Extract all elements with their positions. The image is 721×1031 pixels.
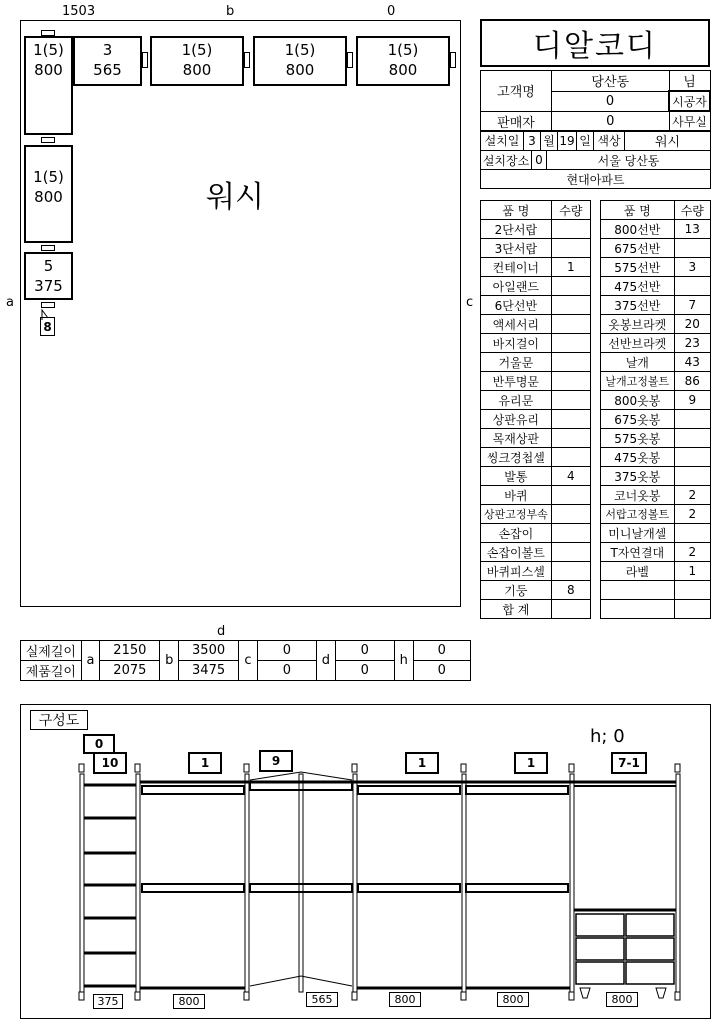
parts-row bbox=[481, 524, 591, 543]
unit-qty: 1(5) bbox=[181, 41, 213, 59]
plan-unit-800-b[interactable] bbox=[253, 36, 347, 86]
seller-value: 0 bbox=[552, 111, 670, 131]
part-name: 선반브라켓 bbox=[601, 334, 675, 353]
part-qty bbox=[551, 429, 590, 448]
parts-row bbox=[601, 600, 711, 619]
comp-tag-text: 1 bbox=[200, 756, 210, 770]
unit-width: 565 bbox=[93, 61, 122, 79]
comp-size-label bbox=[389, 992, 421, 1007]
dim-d-label: d bbox=[317, 641, 336, 681]
part-qty bbox=[674, 429, 710, 448]
part-qty bbox=[551, 600, 590, 619]
part-name: 합 계 bbox=[481, 600, 552, 619]
unit-qty: 1(5) bbox=[284, 41, 316, 59]
part-name: 바퀴피스셀 bbox=[481, 562, 552, 581]
parts-row bbox=[601, 315, 711, 334]
part-name: 서랍고정볼트 bbox=[601, 505, 675, 524]
product-a: 2075 bbox=[100, 661, 160, 681]
unit-width: 800 bbox=[285, 61, 315, 79]
side-label-a: a bbox=[6, 295, 14, 310]
part-name: 옷봉브라켓 bbox=[601, 315, 675, 334]
unit-qty: 1(5) bbox=[33, 168, 64, 186]
part-qty bbox=[551, 543, 590, 562]
parts-row bbox=[601, 467, 711, 486]
comp-tag-text: 1 bbox=[417, 756, 427, 770]
comp-tag-text: 10 bbox=[101, 756, 119, 770]
comp-size-text: 800 bbox=[502, 993, 524, 1006]
unit-qty: 5 bbox=[43, 257, 54, 275]
parts-row bbox=[481, 505, 591, 524]
comp-size-label bbox=[497, 992, 529, 1007]
parts-row bbox=[601, 220, 711, 239]
unit-tab bbox=[142, 52, 148, 68]
actual-d: 0 bbox=[335, 641, 394, 661]
part-name: 800선반 bbox=[601, 220, 675, 239]
parts-row bbox=[481, 296, 591, 315]
comp-size-label bbox=[93, 994, 123, 1009]
parts-table-left bbox=[480, 200, 591, 619]
part-name: 코너옷봉 bbox=[601, 486, 675, 505]
part-name: 675선반 bbox=[601, 239, 675, 258]
part-qty: 86 bbox=[674, 372, 710, 391]
part-qty: 43 bbox=[674, 353, 710, 372]
part-name: T자연결대 bbox=[601, 543, 675, 562]
comp-tag bbox=[259, 750, 293, 772]
part-name: 375선반 bbox=[601, 296, 675, 315]
part-name: 상판고정부속 bbox=[481, 505, 552, 524]
part-qty: 8 bbox=[551, 581, 590, 600]
parts-row bbox=[601, 391, 711, 410]
part-qty bbox=[551, 410, 590, 429]
unit-tab bbox=[244, 52, 250, 68]
comp-tag bbox=[405, 752, 439, 774]
parts-row bbox=[481, 258, 591, 277]
parts-row bbox=[481, 448, 591, 467]
part-name: 미니날개셀 bbox=[601, 524, 675, 543]
install-place-row bbox=[480, 150, 711, 189]
unit-tab bbox=[41, 30, 55, 36]
part-name: 바퀴 bbox=[481, 486, 552, 505]
dim-label-b: b bbox=[226, 4, 235, 19]
actual-b: 3500 bbox=[179, 641, 239, 661]
part-name: 6단선반 bbox=[481, 296, 552, 315]
part-qty bbox=[674, 581, 710, 600]
part-qty: 9 bbox=[674, 391, 710, 410]
part-name: 475옷봉 bbox=[601, 448, 675, 467]
plan-unit-565[interactable] bbox=[73, 36, 142, 86]
part-qty bbox=[674, 600, 710, 619]
part-qty bbox=[551, 353, 590, 372]
apartment-name: 현대아파트 bbox=[481, 170, 711, 189]
dim-h-label: h bbox=[394, 641, 413, 681]
part-qty bbox=[674, 448, 710, 467]
dim-a-label: a bbox=[81, 641, 100, 681]
color-value: 워시 bbox=[625, 131, 711, 151]
unit-qty: 1(5) bbox=[33, 41, 64, 59]
parts-row bbox=[481, 600, 591, 619]
parts-row bbox=[481, 277, 591, 296]
part-qty bbox=[551, 277, 590, 296]
unit-tab bbox=[450, 52, 456, 68]
install-day: 19 bbox=[558, 131, 577, 151]
part-name: 라벨 bbox=[601, 562, 675, 581]
parts-row bbox=[481, 391, 591, 410]
part-name: 손잡이 bbox=[481, 524, 552, 543]
parts-row bbox=[481, 220, 591, 239]
part-qty: 7 bbox=[674, 296, 710, 315]
unit-tab bbox=[41, 245, 55, 251]
product-length-label: 제품길이 bbox=[21, 661, 82, 681]
part-qty bbox=[674, 524, 710, 543]
part-qty bbox=[551, 505, 590, 524]
customer-name: 당산동 bbox=[552, 71, 670, 92]
part-qty: 1 bbox=[551, 258, 590, 277]
logo-text: 디알코디 bbox=[533, 29, 657, 64]
parts-row bbox=[601, 296, 711, 315]
side-label-d: d bbox=[217, 624, 226, 639]
height-text: h; 0 bbox=[590, 726, 625, 747]
comp-size-label bbox=[306, 992, 338, 1007]
plan-unit-corner[interactable] bbox=[24, 36, 73, 135]
parts-table-right bbox=[600, 200, 711, 619]
parts-row bbox=[601, 429, 711, 448]
parts-row bbox=[601, 505, 711, 524]
parts-row bbox=[601, 524, 711, 543]
parts-row bbox=[481, 334, 591, 353]
dim-label-right: 0 bbox=[387, 4, 396, 19]
comp-tag-text: 0 bbox=[94, 737, 104, 751]
part-qty: 20 bbox=[674, 315, 710, 334]
part-qty bbox=[551, 220, 590, 239]
office-label: 사무실 bbox=[669, 111, 710, 131]
part-name: 기둥 bbox=[481, 581, 552, 600]
comp-tag bbox=[188, 752, 222, 774]
part-qty bbox=[551, 372, 590, 391]
unit-width: 800 bbox=[34, 188, 63, 206]
part-qty bbox=[674, 239, 710, 258]
part-name: 375옷봉 bbox=[601, 467, 675, 486]
parts-row bbox=[601, 581, 711, 600]
part-qty: 23 bbox=[674, 334, 710, 353]
parts-row bbox=[481, 562, 591, 581]
install-month: 3 bbox=[524, 131, 541, 151]
part-name: 바지걸이 bbox=[481, 334, 552, 353]
seller-label: 판매자 bbox=[481, 111, 552, 131]
part-qty bbox=[674, 410, 710, 429]
unit-width: 800 bbox=[388, 61, 418, 79]
comp-tag bbox=[93, 752, 127, 774]
col-header-name: 품 명 bbox=[601, 201, 675, 220]
parts-row bbox=[481, 486, 591, 505]
comp-size-text: 800 bbox=[394, 993, 416, 1006]
unit-width: 375 bbox=[34, 277, 63, 295]
comp-tag-text: 1 bbox=[526, 756, 536, 770]
parts-row bbox=[601, 334, 711, 353]
install-date-label: 설치일 bbox=[481, 131, 524, 151]
comp-tag bbox=[514, 752, 548, 774]
unit-width: 800 bbox=[182, 61, 212, 79]
part-name: 675옷봉 bbox=[601, 410, 675, 429]
customer-value: 0 bbox=[552, 91, 670, 111]
comp-size-text: 375 bbox=[97, 995, 119, 1008]
col-header-qty: 수량 bbox=[674, 201, 710, 220]
parts-row bbox=[601, 448, 711, 467]
actual-length-label: 실제길이 bbox=[21, 641, 82, 661]
part-name: 유리문 bbox=[481, 391, 552, 410]
callout-pointer bbox=[38, 308, 58, 320]
unit-qty: 1(5) bbox=[387, 41, 419, 59]
part-qty bbox=[551, 486, 590, 505]
dim-label-left: 1503 bbox=[62, 4, 96, 19]
part-qty bbox=[551, 562, 590, 581]
install-place-code: 0 bbox=[532, 151, 547, 170]
plan-unit-375[interactable] bbox=[24, 252, 73, 300]
plan-color-text: 워시 bbox=[206, 180, 264, 215]
parts-row bbox=[481, 543, 591, 562]
parts-row bbox=[481, 410, 591, 429]
parts-row bbox=[601, 239, 711, 258]
install-day-label: 일 bbox=[577, 131, 594, 151]
parts-row bbox=[601, 277, 711, 296]
part-qty: 2 bbox=[674, 505, 710, 524]
side-label-c: c bbox=[466, 295, 474, 310]
customer-label: 고객명 bbox=[481, 71, 552, 112]
part-name: 발통 bbox=[481, 467, 552, 486]
comp-tag bbox=[611, 752, 647, 774]
comp-tag bbox=[83, 734, 115, 754]
parts-row bbox=[601, 258, 711, 277]
composition-drawing bbox=[70, 760, 690, 1010]
product-h: 0 bbox=[413, 661, 470, 681]
part-name: 거울문 bbox=[481, 353, 552, 372]
part-qty bbox=[551, 334, 590, 353]
part-qty: 13 bbox=[674, 220, 710, 239]
unit-tab bbox=[347, 52, 353, 68]
part-name: 반투명문 bbox=[481, 372, 552, 391]
part-name: 아일랜드 bbox=[481, 277, 552, 296]
part-name: 575선반 bbox=[601, 258, 675, 277]
comp-tag-text: 9 bbox=[271, 754, 281, 768]
part-name: 상판유리 bbox=[481, 410, 552, 429]
part-qty bbox=[674, 277, 710, 296]
parts-row bbox=[601, 410, 711, 429]
install-date-row bbox=[480, 130, 711, 151]
part-qty bbox=[551, 239, 590, 258]
part-name: 날개고정볼트 bbox=[601, 372, 675, 391]
part-name: 목재상판 bbox=[481, 429, 552, 448]
parts-row bbox=[601, 543, 711, 562]
part-name: 2단서랍 bbox=[481, 220, 552, 239]
part-qty bbox=[551, 448, 590, 467]
comp-size-text: 565 bbox=[311, 993, 333, 1006]
part-name: 575옷봉 bbox=[601, 429, 675, 448]
part-name: 800옷봉 bbox=[601, 391, 675, 410]
color-label: 색상 bbox=[594, 131, 625, 151]
part-name: 3단서랍 bbox=[481, 239, 552, 258]
plan-area bbox=[20, 20, 461, 607]
part-qty bbox=[551, 391, 590, 410]
parts-row bbox=[481, 581, 591, 600]
unit-width: 800 bbox=[34, 61, 63, 79]
product-d: 0 bbox=[335, 661, 394, 681]
product-c: 0 bbox=[257, 661, 316, 681]
part-qty: 3 bbox=[674, 258, 710, 277]
parts-row bbox=[601, 372, 711, 391]
comp-tag-text: 7-1 bbox=[618, 756, 640, 770]
customer-honorific: 님 bbox=[669, 71, 710, 92]
customer-info bbox=[480, 70, 711, 132]
dimension-table bbox=[20, 640, 471, 681]
parts-row bbox=[601, 353, 711, 372]
installer-label: 시공자 bbox=[669, 91, 710, 111]
install-place-value: 서울 당산동 bbox=[547, 151, 711, 170]
plan-unit-800-c[interactable] bbox=[356, 36, 450, 86]
parts-row bbox=[601, 562, 711, 581]
col-header-name: 품 명 bbox=[481, 201, 552, 220]
comp-size-text: 800 bbox=[611, 993, 633, 1006]
part-qty: 2 bbox=[674, 486, 710, 505]
part-name: 475선반 bbox=[601, 277, 675, 296]
install-month-label: 월 bbox=[541, 131, 558, 151]
callout-text: 8 bbox=[43, 319, 52, 334]
part-name bbox=[601, 581, 675, 600]
actual-c: 0 bbox=[257, 641, 316, 661]
parts-row bbox=[481, 353, 591, 372]
unit-qty: 3 bbox=[102, 41, 113, 59]
product-b: 3475 bbox=[179, 661, 239, 681]
parts-row bbox=[481, 315, 591, 334]
install-place-label: 설치장소 bbox=[481, 151, 532, 170]
comp-size-label bbox=[173, 994, 205, 1009]
actual-h: 0 bbox=[413, 641, 470, 661]
dim-b-label: b bbox=[160, 641, 179, 681]
parts-row bbox=[481, 467, 591, 486]
logo bbox=[480, 19, 710, 67]
unit-tab bbox=[41, 137, 55, 143]
part-qty bbox=[551, 315, 590, 334]
composition-title-text: 구성도 bbox=[38, 713, 80, 729]
actual-a: 2150 bbox=[100, 641, 160, 661]
dim-c-label: c bbox=[239, 641, 258, 681]
part-name: 액세서리 bbox=[481, 315, 552, 334]
parts-row bbox=[481, 239, 591, 258]
part-name: 컨테이너 bbox=[481, 258, 552, 277]
parts-row bbox=[481, 372, 591, 391]
part-qty: 2 bbox=[674, 543, 710, 562]
part-name bbox=[601, 600, 675, 619]
part-name: 씽크경첩셀 bbox=[481, 448, 552, 467]
part-qty: 4 bbox=[551, 467, 590, 486]
parts-row bbox=[481, 429, 591, 448]
part-name: 손잡이볼트 bbox=[481, 543, 552, 562]
part-qty bbox=[551, 524, 590, 543]
col-header-qty: 수량 bbox=[551, 201, 590, 220]
comp-size-label bbox=[606, 992, 638, 1007]
plan-unit-800-a[interactable] bbox=[150, 36, 244, 86]
part-qty bbox=[674, 467, 710, 486]
plan-unit-800-vertical[interactable] bbox=[24, 145, 73, 243]
part-qty bbox=[551, 296, 590, 315]
parts-row bbox=[601, 486, 711, 505]
part-name: 날개 bbox=[601, 353, 675, 372]
part-qty: 1 bbox=[674, 562, 710, 581]
comp-size-text: 800 bbox=[178, 995, 200, 1008]
floor-plan bbox=[0, 0, 474, 639]
composition-title bbox=[30, 710, 88, 730]
